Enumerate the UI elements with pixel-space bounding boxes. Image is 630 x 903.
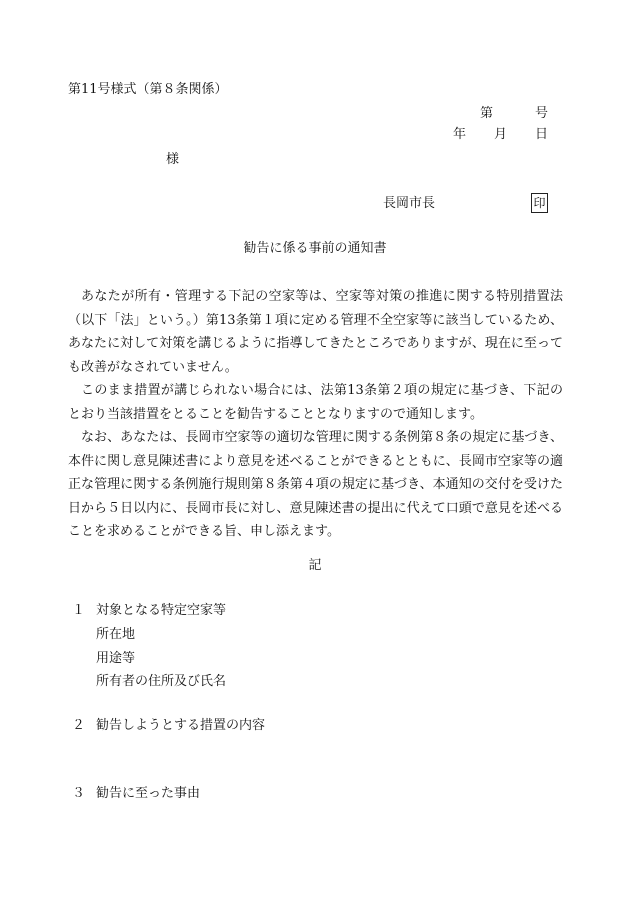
date-month: 月 [494, 127, 508, 142]
item-title: 勧告しようとする措置の内容 [96, 718, 266, 733]
item-title: 対象となる特定空家等 [96, 603, 227, 618]
item-number: ３ [72, 786, 86, 801]
document-title: 勧告に係る事前の通知書 [243, 241, 387, 256]
ki-heading: 記 [308, 558, 322, 573]
date-year: 年 [453, 127, 467, 142]
doc-number-suffix: 号 [535, 106, 549, 121]
body-text [68, 285, 563, 544]
seal-mark: 印 [531, 193, 548, 213]
doc-number-prefix: 第 [480, 106, 494, 121]
form-number: 第11号様式（第８条関係） [68, 82, 228, 97]
item-number: ２ [72, 718, 86, 733]
body-paragraph: なお、あなたは、長岡市空家等の適切な管理に関する条例第８条の規定に基づき、本件に関し意見陳述書により意見を述べることができるとともに、長岡市空家等の適正な管理に関する条例施行規則第８条第４項の規定に基づき、本通知の交付を受けた日から５日以内に、長岡市長に対し、意見陳述書の提出に代えて口頭で意見を述べることを求めることができる旨、申し添えます。 [68, 430, 563, 539]
sender-name: 長岡市長 [383, 196, 436, 211]
sub-item: 用途等 [96, 651, 136, 666]
sub-item: 所在地 [96, 627, 136, 642]
date-day: 日 [535, 127, 549, 142]
item-title: 勧告に至った事由 [96, 786, 201, 801]
body-paragraph: あなたが所有・管理する下記の空家等は、空家等対策の推進に関する特別措置法（以下「法」という。）第13条第１項に定める管理不全空家等に該当しているため、あなたに対して対策を講じるように指導してきたところでありますが、現在に至っても改善がなされていません。 [68, 289, 563, 375]
body-paragraph: このまま措置が講じられない場合には、法第13条第２項の規定に基づき、下記のとおり当該措置をとることを勧告することとなりますので通知します。 [68, 383, 563, 422]
item-number: １ [72, 603, 86, 618]
sub-item: 所有者の住所及び氏名 [96, 674, 227, 689]
addressee: 様 [166, 152, 180, 167]
